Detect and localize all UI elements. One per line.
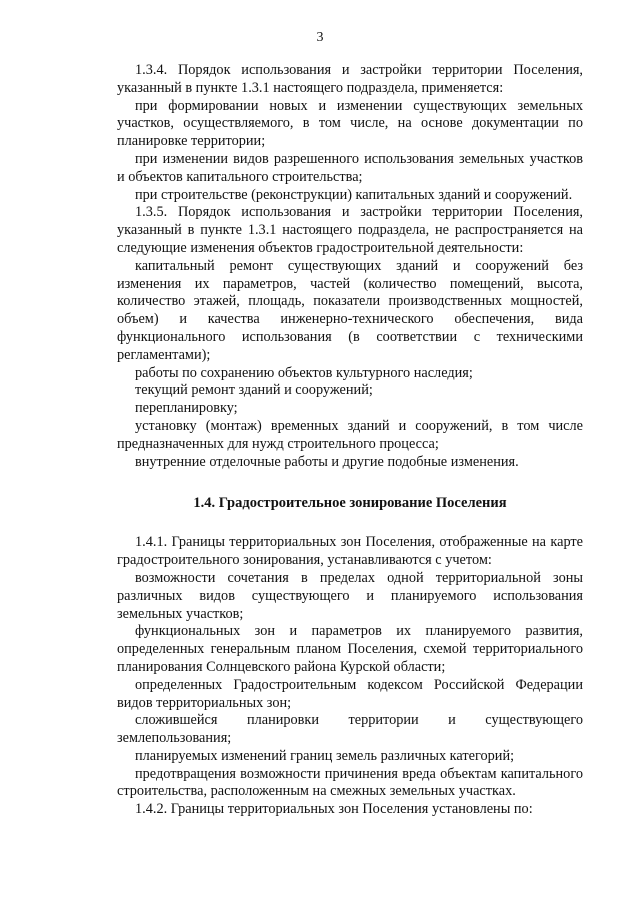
paragraph: при изменении видов разрешенного использования земельных участков и объектов капитального строительства;	[117, 150, 583, 185]
section-heading: 1.4. Градостроительное зонирование Поселения	[193, 495, 507, 512]
paragraph: 1.4.2. Границы территориальных зон Поселения установлены по:	[135, 801, 533, 818]
paragraph: 1.4.1. Границы территориальных зон Поселения, отображенные на карте градостроительного зонирования, устанавливаются с учетом:	[117, 534, 583, 569]
paragraph: внутренние отделочные работы и другие подобные изменения.	[135, 453, 519, 470]
document-body	[117, 62, 583, 819]
paragraph: 1.3.5. Порядок использования и застройки территории Поселения, указанный в пункте 1.3.1 настоящего подраздела, не распространяется на следующие изменения объектов градостроительной деятельности:	[117, 204, 583, 256]
paragraph: капитальный ремонт существующих зданий и сооружений без изменения их параметров, частей (количество помещений, высота, количество этажей, площадь, показатели производственных мощностей, объем) и качества инженерно-технического обеспечения, вида функционального использования (в соответствии с техническими регламентами);	[117, 257, 583, 363]
paragraph: работы по сохранению объектов культурного наследия;	[135, 364, 473, 381]
paragraph: возможности сочетания в пределах одной территориальной зоны различных видов существующего и планируемого использования земельных участков;	[117, 569, 583, 622]
paragraph: функциональных зон и параметров их планируемого развития, определенных генеральным планом Поселения, схемой территориального планирования Солнцевского района Курской области;	[117, 623, 583, 675]
paragraph: сложившейся планировки территории и существующего землепользования;	[117, 712, 583, 747]
paragraph: при формировании новых и изменении существующих земельных участков, осуществляемого, в том числе, на основе документации по планировке территории;	[117, 97, 583, 150]
paragraph: определенных Градостроительным кодексом Российской Федерации видов территориальных зон;	[117, 676, 583, 711]
paragraph: текущий ремонт зданий и сооружений;	[135, 382, 373, 399]
paragraph: при строительстве (реконструкции) капитальных зданий и сооружений.	[135, 186, 573, 203]
paragraph: перепланировку;	[135, 400, 238, 417]
paragraph: предотвращения возможности причинения вреда объектам капитального строительства, расположенным на смежных земельных участках.	[117, 765, 583, 800]
page-number: 3	[316, 30, 324, 45]
paragraph: планируемых изменений границ земель различных категорий;	[135, 747, 515, 764]
paragraph: 1.3.4. Порядок использования и застройки территории Поселения, указанный в пункте 1.3.1 настоящего подраздела, применяется:	[117, 62, 583, 96]
paragraph: установку (монтаж) временных зданий и сооружений, в том числе предназначенных для нужд строительного процесса;	[117, 417, 583, 452]
